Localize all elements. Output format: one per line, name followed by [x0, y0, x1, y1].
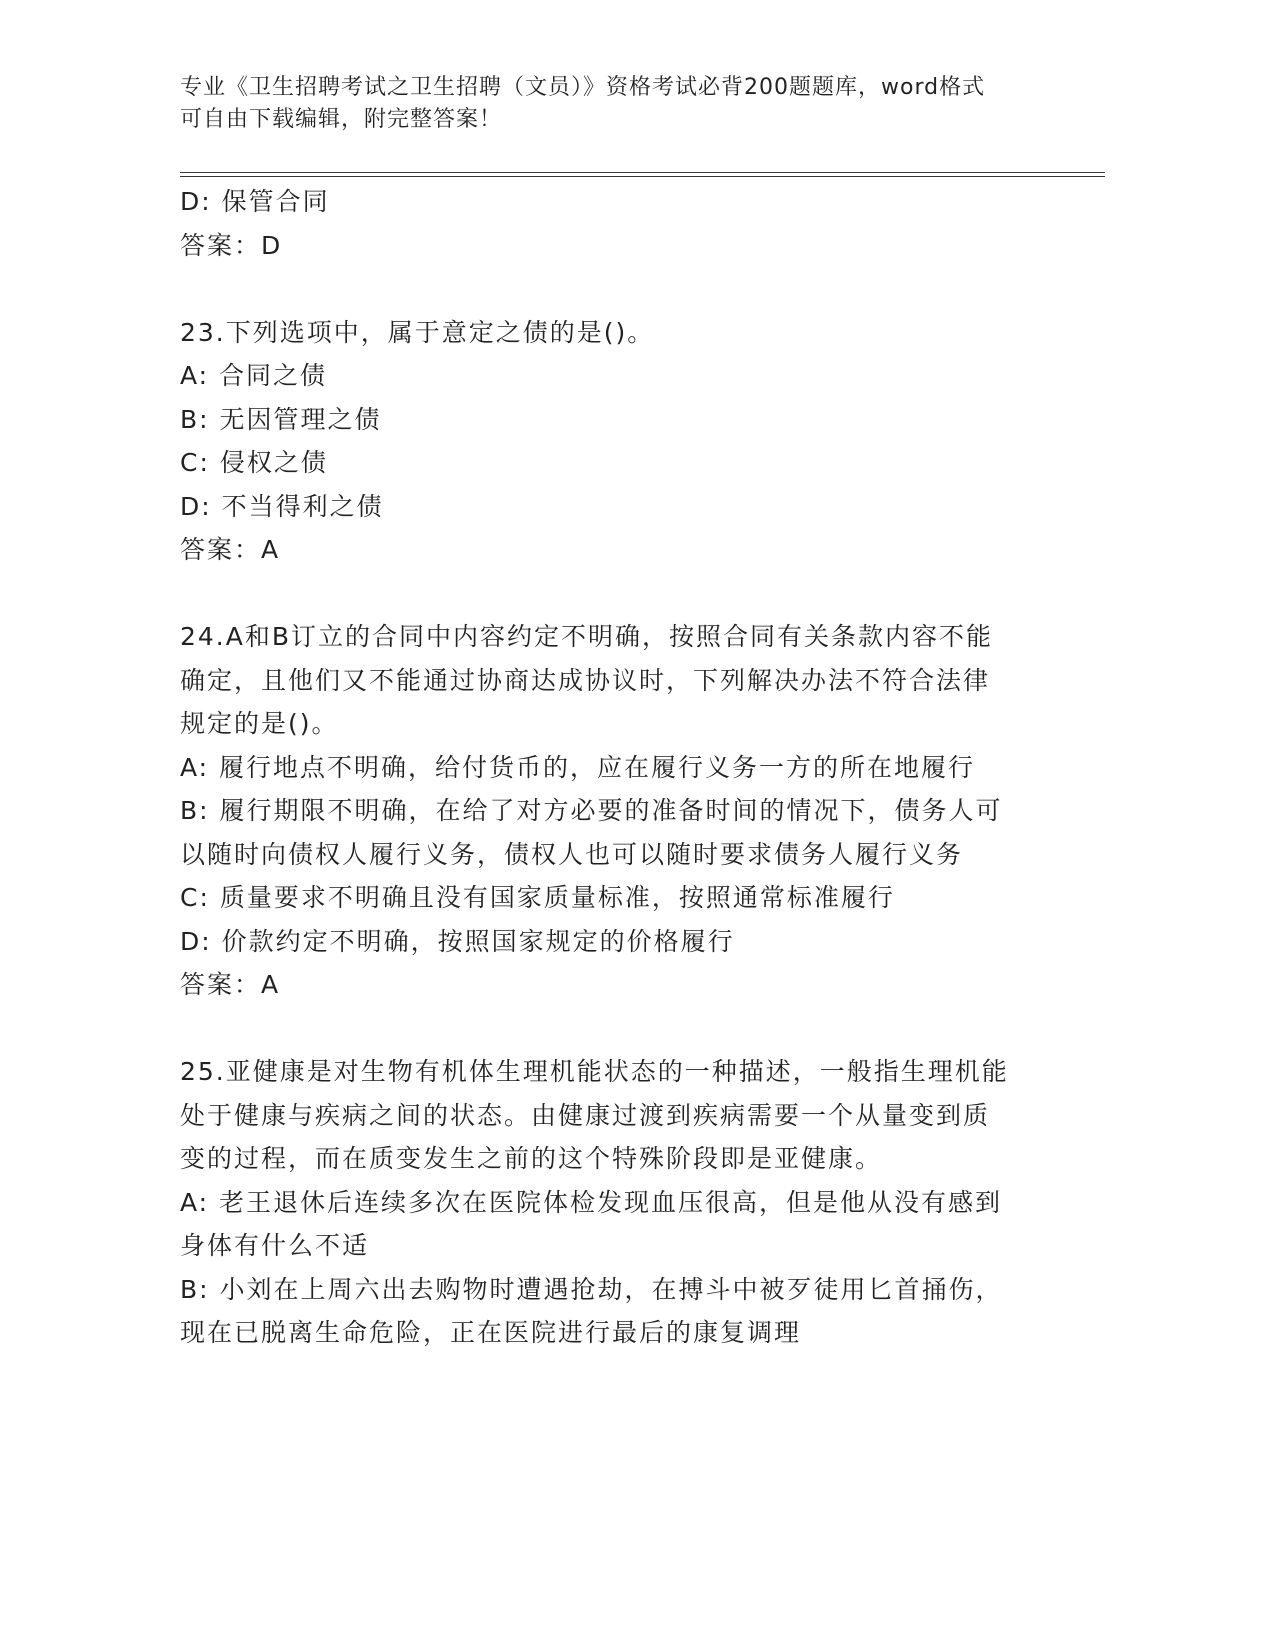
question-text-line: 25.亚健康是对生物有机体生理机能状态的一种描述，一般指生理机能 — [180, 1057, 1009, 1086]
question-content — [180, 180, 1030, 1355]
question-text-line: 规定的是()。 — [180, 709, 339, 738]
option-c: C: 侵权之债 — [180, 448, 328, 477]
spacer — [180, 572, 1030, 616]
question-text-line: 确定，且他们又不能通过协商达成协议时，下列解决办法不符合法律 — [180, 665, 991, 695]
option-a: A: 履行地点不明确，给付货币的，应在履行义务一方的所在地履行 — [180, 752, 976, 782]
document-header — [180, 72, 1060, 136]
option-b-line: B: 小刘在上周六出去购物时遭遇抢劫，在搏斗中被歹徒用匕首捅伤， — [180, 1274, 1003, 1304]
header-divider — [180, 172, 1105, 177]
question-text: 23.下列选项中，属于意定之债的是()。 — [180, 317, 655, 347]
option-d: D: 价款约定不明确，按照国家规定的价格履行 — [180, 926, 735, 956]
spacer — [180, 267, 1030, 311]
option-c: C: 质量要求不明确且没有国家质量标准，按照通常标准履行 — [180, 883, 895, 912]
option-b-line: 以随时向债权人履行义务，债权人也可以随时要求债务人履行义务 — [180, 839, 964, 869]
question-23 — [180, 311, 1030, 572]
option-d: D: 不当得利之债 — [180, 491, 384, 521]
question-25 — [180, 1050, 1030, 1355]
option-b-line: 现在已脱离生命危险，正在医院进行最后的康复调理 — [180, 1318, 802, 1347]
spacer — [180, 1007, 1030, 1051]
option-a-line: A: 老王退休后连续多次在医院体检发现血压很高，但是他从没有感到 — [180, 1187, 1003, 1217]
question-24 — [180, 615, 1030, 1007]
header-line-1: 专业《卫生招聘考试之卫生招聘（文员）》资格考试必背200题题库，word格式 — [180, 75, 986, 100]
answer: 答案：A — [180, 535, 281, 564]
question-text-line: 变的过程，而在质变发生之前的这个特殊阶段即是亚健康。 — [180, 1144, 883, 1173]
header-line-2: 可自由下载编辑，附完整答案！ — [180, 107, 503, 132]
option-a: A: 合同之债 — [180, 361, 328, 390]
answer: 答案：D — [180, 230, 283, 260]
question-text-line: 处于健康与疾病之间的状态。由健康过渡到疾病需要一个从量变到质 — [180, 1100, 991, 1130]
option-b: B: 无因管理之债 — [180, 404, 382, 434]
option-d: D: 保管合同 — [180, 187, 330, 216]
option-b-line: B: 履行期限不明确，在给了对方必要的准备时间的情况下，债务人可 — [180, 796, 1003, 825]
option-a-line: 身体有什么不适 — [180, 1231, 370, 1260]
answer: 答案：A — [180, 970, 281, 999]
question-text-line: 24.A和B订立的合同中内容约定不明确，按照合同有关条款内容不能 — [180, 622, 994, 651]
